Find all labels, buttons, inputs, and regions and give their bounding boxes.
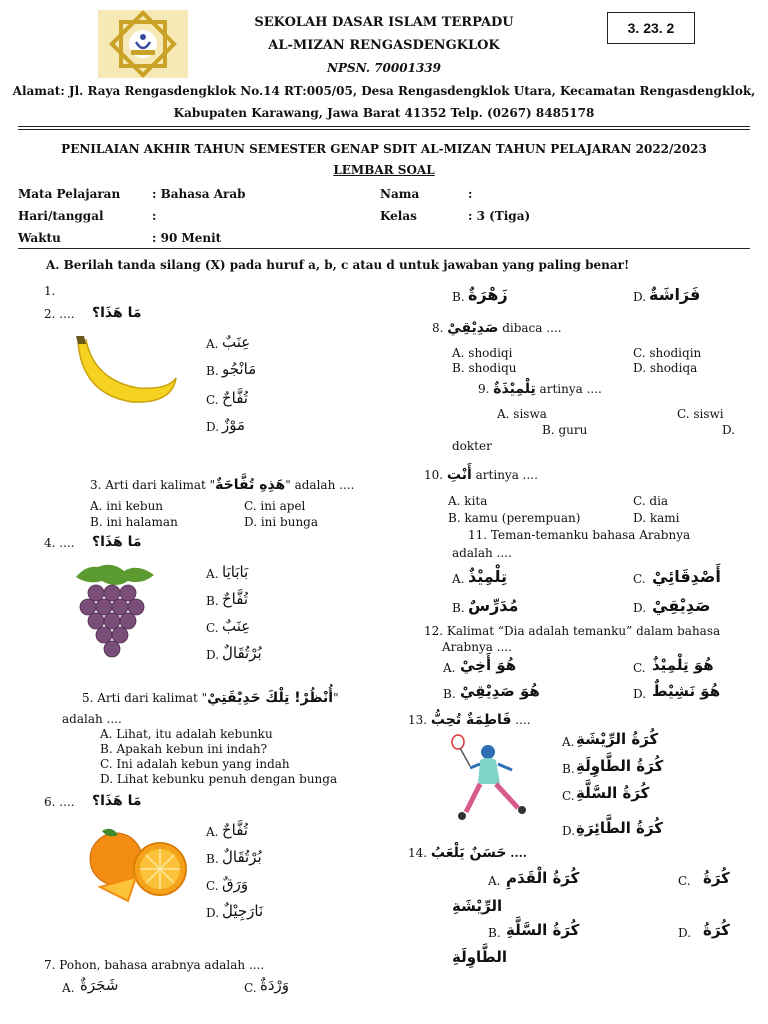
q6-option-c-ar: وَرَقٌ: [222, 875, 249, 893]
q9-text: [478, 381, 602, 397]
q2-option-b-ar: مَانْجُو: [222, 360, 257, 378]
q8-option-c: C. shodiqin: [633, 346, 702, 360]
q12-option-d-ar: هُوَ نَشِيْطٌ: [652, 682, 721, 700]
q6-option-a: A.: [206, 825, 219, 839]
q4-number: 4. ....: [44, 536, 75, 550]
q2-option-d: D.: [206, 420, 220, 434]
q5-adalah: adalah ....: [62, 712, 122, 726]
q11-option-d-ar: صَدِيْقِيْ: [652, 596, 711, 615]
header-divider: [18, 126, 750, 127]
q14-text: [408, 845, 527, 861]
date-value: :: [152, 209, 157, 223]
q2-option-b: B.: [206, 364, 219, 378]
q5-post: ": [333, 691, 339, 705]
q14-option-b-ar: كُرَةُ السَّلَّةِ: [506, 921, 580, 939]
q9-option-d: D.: [722, 423, 736, 437]
q7-option-a-ar: شَجَرَةٌ: [80, 976, 119, 994]
name-label: Nama: [380, 187, 420, 201]
q5-option-a: A. Lihat, itu adalah kebunku: [100, 727, 273, 741]
q12-option-b: B.: [443, 687, 456, 701]
q5-option-b: B. Apakah kebun ini indah?: [100, 742, 268, 756]
q8-number: 8.: [432, 321, 444, 335]
q12-option-c-ar: هُوَ تِلْمِيْذٌ: [652, 656, 714, 674]
q5-arabic: أُنْظُرْ! تِلْكَ حَدِيْقَتِيْ: [207, 690, 334, 706]
info-divider: [18, 248, 750, 249]
q11-option-d: D.: [633, 601, 647, 615]
q9-arabic: تِلْمِيْذَةٌ: [493, 381, 536, 397]
q8-arabic: صَدِيْقِيْ: [447, 320, 499, 336]
school-name: SEKOLAH DASAR ISLAM TERPADU: [254, 15, 514, 30]
document-code: 3. 23. 2: [607, 12, 695, 44]
q11-option-b: B.: [452, 601, 465, 615]
exam-subtitle: LEMBAR SOAL: [333, 163, 435, 177]
q10-option-a: A. kita: [448, 494, 488, 508]
header-divider-2: [18, 129, 750, 130]
q6-option-d: D.: [206, 906, 220, 920]
q13-option-a-ar: كُرَةُ الرِّيْشَةِ: [576, 730, 659, 748]
q14-option-d-ar-2: الطَّاوِلَةِ: [452, 948, 508, 966]
q3-text: [90, 477, 354, 493]
q1-number: 1.: [44, 284, 56, 298]
q4-option-b: B.: [206, 594, 219, 608]
q8-option-d: D. shodiqa: [633, 361, 698, 375]
q10-option-c: C. dia: [633, 494, 669, 508]
q6-number: 6. ....: [44, 795, 75, 809]
q12-option-d: D.: [633, 687, 647, 701]
q2-option-a-ar: عِنَبٌ: [222, 333, 251, 351]
q8-post: dibaca ....: [502, 321, 562, 335]
q12-option-b-ar: هُوَ صَدِيْقِيْ: [460, 682, 540, 700]
q7-option-a: A.: [62, 981, 75, 995]
q8-text: [432, 320, 562, 336]
q2-arabic: مَا هَذَا؟: [92, 305, 142, 321]
q13-option-d-ar: كُرَةُ الطَّائِرَةِ: [576, 819, 663, 837]
q8-option-b: B. shodiqu: [452, 361, 517, 375]
q1-option-d: D.: [633, 290, 647, 304]
q12-text: 12. Kalimat “Dia adalah temanku” dalam bahasa: [424, 624, 721, 638]
q1-option-b: B.: [452, 290, 465, 304]
q11-option-b-ar: مُدَرِّسٌ: [468, 596, 519, 615]
date-label: Hari/tanggal: [18, 209, 104, 223]
q4-option-c-ar: عِنَبٌ: [222, 617, 251, 635]
q13-option-a: A.: [562, 735, 575, 749]
q10-arabic: أَنْتِ: [446, 467, 472, 483]
q14-option-c: C.: [678, 874, 691, 888]
q4-option-c: C.: [206, 621, 219, 635]
orange-image: [72, 825, 190, 905]
q14-option-c-ar: كُرَةُ: [703, 869, 730, 887]
q14-option-d: D.: [678, 926, 692, 940]
q4-arabic: مَا هَذَا؟: [92, 534, 142, 550]
q5-option-c: C. Ini adalah kebun yang indah: [100, 757, 290, 771]
q6-arabic: مَا هَذَا؟: [92, 793, 142, 809]
q3-pre: 3. Arti dari kalimat ": [90, 478, 216, 492]
q14-post: ....: [510, 846, 527, 860]
q5-text: [82, 690, 339, 706]
q1-option-b-ar: زَهْرَةٌ: [468, 285, 508, 304]
q10-text: [424, 467, 538, 483]
q11-option-a-ar: تِلْمِيْذٌ: [468, 567, 508, 586]
q6-option-d-ar: نَارَجِيْلٌ: [222, 902, 264, 920]
q9-number: 9.: [478, 382, 490, 396]
q10-option-b: B. kamu (perempuan): [448, 511, 581, 525]
q5-option-d: D. Lihat kebunku penuh dengan bunga: [100, 772, 338, 786]
q13-option-d: D.: [562, 824, 576, 838]
q13-option-b-ar: كُرَةُ الطَّاوِلَةِ: [576, 757, 664, 775]
q7-option-c-ar: وَرْدَةٌ: [260, 976, 290, 994]
badminton-player-image: [448, 732, 530, 824]
address-line-1: Alamat: Jl. Raya Rengasdengklok No.14 RT:005/05, Desa Rengasdengklok Utara, Kecamatan Rengasdengklok,: [12, 84, 756, 98]
q11-text-2: adalah ....: [452, 546, 512, 560]
q3-arabic: هَذِهِ تُفَّاحَةٌ: [215, 477, 286, 493]
class-label: Kelas: [380, 209, 417, 223]
q3-option-b: B. ini halaman: [90, 515, 178, 529]
q6-option-b: B.: [206, 852, 219, 866]
q9-option-b: B. guru: [542, 423, 588, 437]
q14-option-d-ar: كُرَةُ: [703, 921, 730, 939]
npsn: NPSN. 70001339: [326, 61, 441, 75]
q2-number: 2. ....: [44, 307, 75, 321]
q7-option-c: C.: [244, 981, 257, 995]
q3-option-d: D. ini bunga: [244, 515, 319, 529]
q14-option-a: A.: [488, 874, 501, 888]
exam-title: PENILAIAN AKHIR TAHUN SEMESTER GENAP SDIT AL-MIZAN TAHUN PELAJARAN 2022/2023: [61, 142, 707, 156]
q3-post: " adalah ....: [285, 478, 355, 492]
q5-pre: 5. Arti dari kalimat ": [82, 691, 208, 705]
q12-text-2: Arabnya ....: [442, 640, 512, 654]
school-name-2: AL-MIZAN RENGASDENGKLOK: [268, 38, 500, 53]
q12-option-c: C.: [633, 661, 646, 675]
q8-option-a: A. shodiqi: [452, 346, 513, 360]
q12-option-a: A.: [443, 661, 456, 675]
q2-option-a: A.: [206, 337, 219, 351]
q4-option-d-ar: بُرْتُقَالٌ: [222, 644, 262, 662]
q2-option-d-ar: مَوْزٌ: [222, 416, 246, 434]
q9-option-c: C. siswi: [677, 407, 724, 421]
q13-arabic: فَاطِمَةٌ تُحِبُّ: [430, 712, 512, 728]
name-value: :: [468, 187, 473, 201]
q10-post: artinya ....: [475, 468, 538, 482]
q6-option-a-ar: تُفَّاحٌ: [222, 821, 249, 839]
grape-image: [68, 561, 162, 661]
address-line-2: Kabupaten Karawang, Jawa Barat 41352 Telp. (0267) 8485178: [173, 106, 595, 120]
q13-text: [408, 712, 531, 728]
q1-option-d-ar: فَرَاشَةٌ: [649, 285, 701, 304]
q9-post: artinya ....: [539, 382, 602, 396]
time-label: Waktu: [18, 231, 61, 245]
q2-option-c: C.: [206, 393, 219, 407]
q14-arabic: حَسَنٌ يَلْعَبُ: [430, 845, 507, 861]
q6-option-c: C.: [206, 879, 219, 893]
banana-image: [72, 334, 182, 412]
instruction: A. Berilah tanda silang (X) pada huruf a, b, c atau d untuk jawaban yang paling benar!: [46, 258, 630, 272]
time-value: : 90 Menit: [152, 231, 222, 245]
q4-option-a-ar: بَابَايَا: [222, 563, 249, 581]
q11-option-c: C.: [633, 572, 646, 586]
q13-number: 13.: [408, 713, 428, 727]
subject-label: Mata Pelajaran: [18, 187, 121, 201]
q4-option-d: D.: [206, 648, 220, 662]
q14-option-b: B.: [488, 926, 501, 940]
q13-option-c-ar: كُرَةُ السَّلَّةِ: [576, 784, 650, 802]
q3-option-a: A. ini kebun: [90, 499, 164, 513]
q9-option-d-text: dokter: [452, 439, 492, 453]
q2-option-c-ar: تُفَّاحٌ: [222, 389, 249, 407]
q6-option-b-ar: بُرْتُقَالٌ: [222, 848, 262, 866]
q14-option-c-ar-2: الرِّيْشَةِ: [452, 897, 503, 915]
q13-option-b: B.: [562, 762, 575, 776]
q9-option-a: A. siswa: [497, 407, 547, 421]
q3-option-c: C. ini apel: [244, 499, 306, 513]
q13-option-c: C.: [562, 789, 575, 803]
q11-text: 11. Teman-temanku bahasa Arabnya: [468, 528, 691, 542]
q14-number: 14.: [408, 846, 428, 860]
q7-text: 7. Pohon, bahasa arabnya adalah ....: [44, 958, 265, 972]
subject-value: : Bahasa Arab: [152, 187, 246, 201]
q10-option-d: D. kami: [633, 511, 680, 525]
q12-option-a-ar: هُوَ أَخِيْ: [460, 656, 517, 674]
class-value: : 3 (Tiga): [468, 209, 531, 223]
q13-post: ....: [515, 713, 531, 727]
q4-option-b-ar: تُفَّاحٌ: [222, 590, 249, 608]
q4-option-a: A.: [206, 567, 219, 581]
q11-option-c-ar: أَصْدِقَائِيْ: [652, 567, 721, 586]
q10-number: 10.: [424, 468, 444, 482]
q14-option-a-ar: كُرَةُ الْقَدَمِ: [506, 869, 580, 887]
q11-option-a: A.: [452, 572, 465, 586]
